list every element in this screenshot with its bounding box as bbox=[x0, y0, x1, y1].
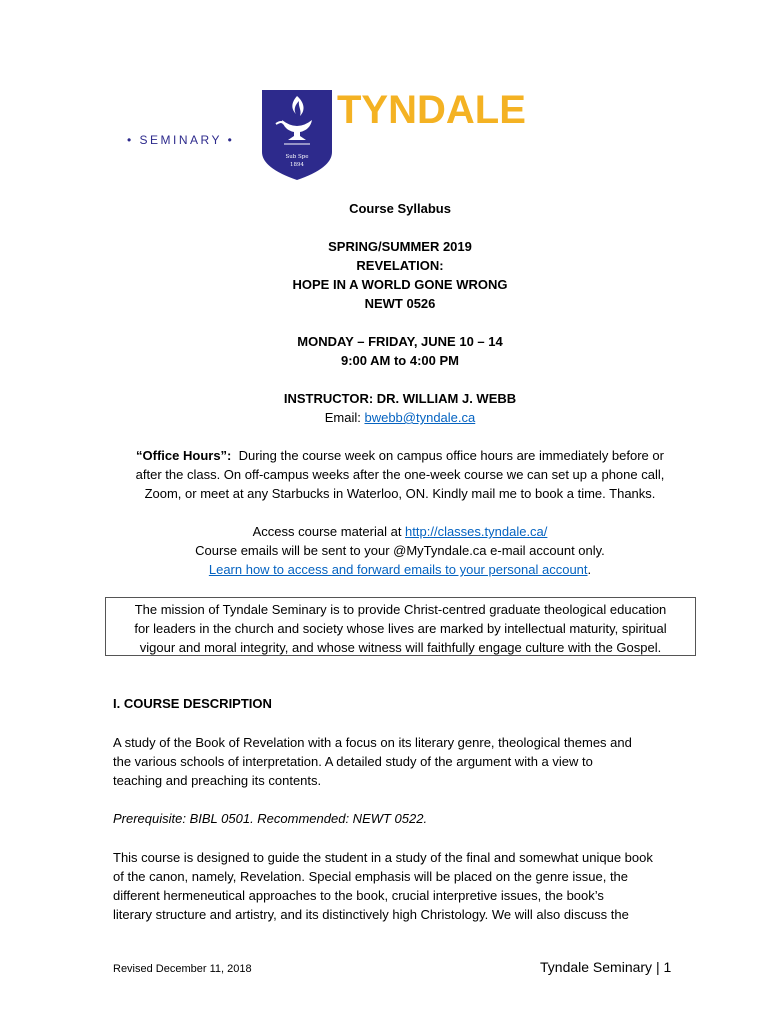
mission-line3: vigour and moral integrity, and whose witness will faithfully engage culture with the Gospel. bbox=[139, 640, 662, 655]
prerequisite: Prerequisite: BIBL 0501. Recommended: NEWT 0522. bbox=[113, 811, 428, 826]
description-p1-line2: the various schools of interpretation. A detailed study of the argument with a view to bbox=[113, 754, 593, 769]
course-code: NEWT 0526 bbox=[364, 296, 436, 311]
email-link[interactable]: bwebb@tyndale.ca bbox=[364, 410, 476, 425]
office-hours-text1: During the course week on campus office hours are immediately before or bbox=[231, 448, 664, 463]
mission-line1: The mission of Tyndale Seminary is to provide Christ-centred graduate theological education bbox=[134, 602, 667, 617]
mission-statement bbox=[106, 600, 695, 657]
learn-suffix: . bbox=[587, 562, 592, 577]
learn-line bbox=[100, 560, 700, 579]
access-line bbox=[100, 522, 700, 541]
mission-line2: for leaders in the church and society whose lives are marked by intellectual maturity, spiritual bbox=[134, 621, 667, 636]
wordmark-text: TYNDALE bbox=[337, 88, 526, 132]
description-p1-line1: A study of the Book of Revelation with a focus on its literary genre, theological themes and bbox=[113, 735, 632, 750]
tyndale-logo bbox=[262, 90, 547, 180]
course-title-line1: REVELATION: bbox=[356, 258, 444, 273]
access-prefix: Access course material at bbox=[252, 524, 406, 539]
term: SPRING/SUMMER 2019 bbox=[328, 239, 472, 254]
classes-link[interactable]: http://classes.tyndale.ca/ bbox=[405, 524, 548, 539]
crest-icon bbox=[262, 90, 332, 180]
syllabus-title: Course Syllabus bbox=[349, 201, 451, 216]
office-hours-line2: after the class. On off-campus weeks after the one-week course we can set up a phone call, bbox=[135, 467, 665, 482]
email-line bbox=[100, 408, 700, 427]
wordmark bbox=[337, 90, 547, 130]
description-p2-line1: This course is designed to guide the student in a study of the final and somewhat unique book bbox=[113, 850, 653, 865]
description-p1-line3: teaching and preaching its contents. bbox=[113, 773, 322, 788]
description-p2-line4: literary structure and artistry, and its distinctively high Christology. We will also discuss the bbox=[113, 907, 629, 922]
course-dates: MONDAY – FRIDAY, JUNE 10 – 14 bbox=[297, 334, 503, 349]
office-hours-line3: Zoom, or meet at any Starbucks in Waterloo, ON. Kindly mail me to book a time. Thanks. bbox=[144, 486, 656, 501]
crest-year: 1894 bbox=[290, 162, 304, 168]
emails-note: Course emails will be sent to your @MyTyndale.ca e-mail account only. bbox=[195, 543, 605, 558]
description-p2-line2: of the canon, namely, Revelation. Special emphasis will be placed on the genre issue, the bbox=[113, 869, 629, 884]
page-number: Tyndale Seminary | 1 bbox=[540, 959, 672, 975]
email-label: Email: bbox=[324, 410, 365, 425]
course-title-line2: HOPE IN A WORLD GONE WRONG bbox=[292, 277, 508, 292]
mission-box bbox=[105, 597, 696, 656]
seminary-label: • SEMINARY • bbox=[127, 133, 235, 147]
learn-email-link[interactable]: Learn how to access and forward emails to your personal account bbox=[208, 562, 588, 577]
revised-date: Revised December 11, 2018 bbox=[113, 963, 252, 975]
description-p2-line3: different hermeneutical approaches to the book, crucial interpretive issues, the book’s bbox=[113, 888, 604, 903]
office-hours-line1 bbox=[95, 446, 705, 465]
crest-motto: Sub Spe bbox=[285, 154, 309, 160]
office-hours-label: “Office Hours”: bbox=[136, 448, 232, 463]
instructor: INSTRUCTOR: DR. WILLIAM J. WEBB bbox=[283, 391, 517, 406]
course-times: 9:00 AM to 4:00 PM bbox=[341, 353, 459, 368]
section-heading: I. COURSE DESCRIPTION bbox=[113, 696, 272, 711]
